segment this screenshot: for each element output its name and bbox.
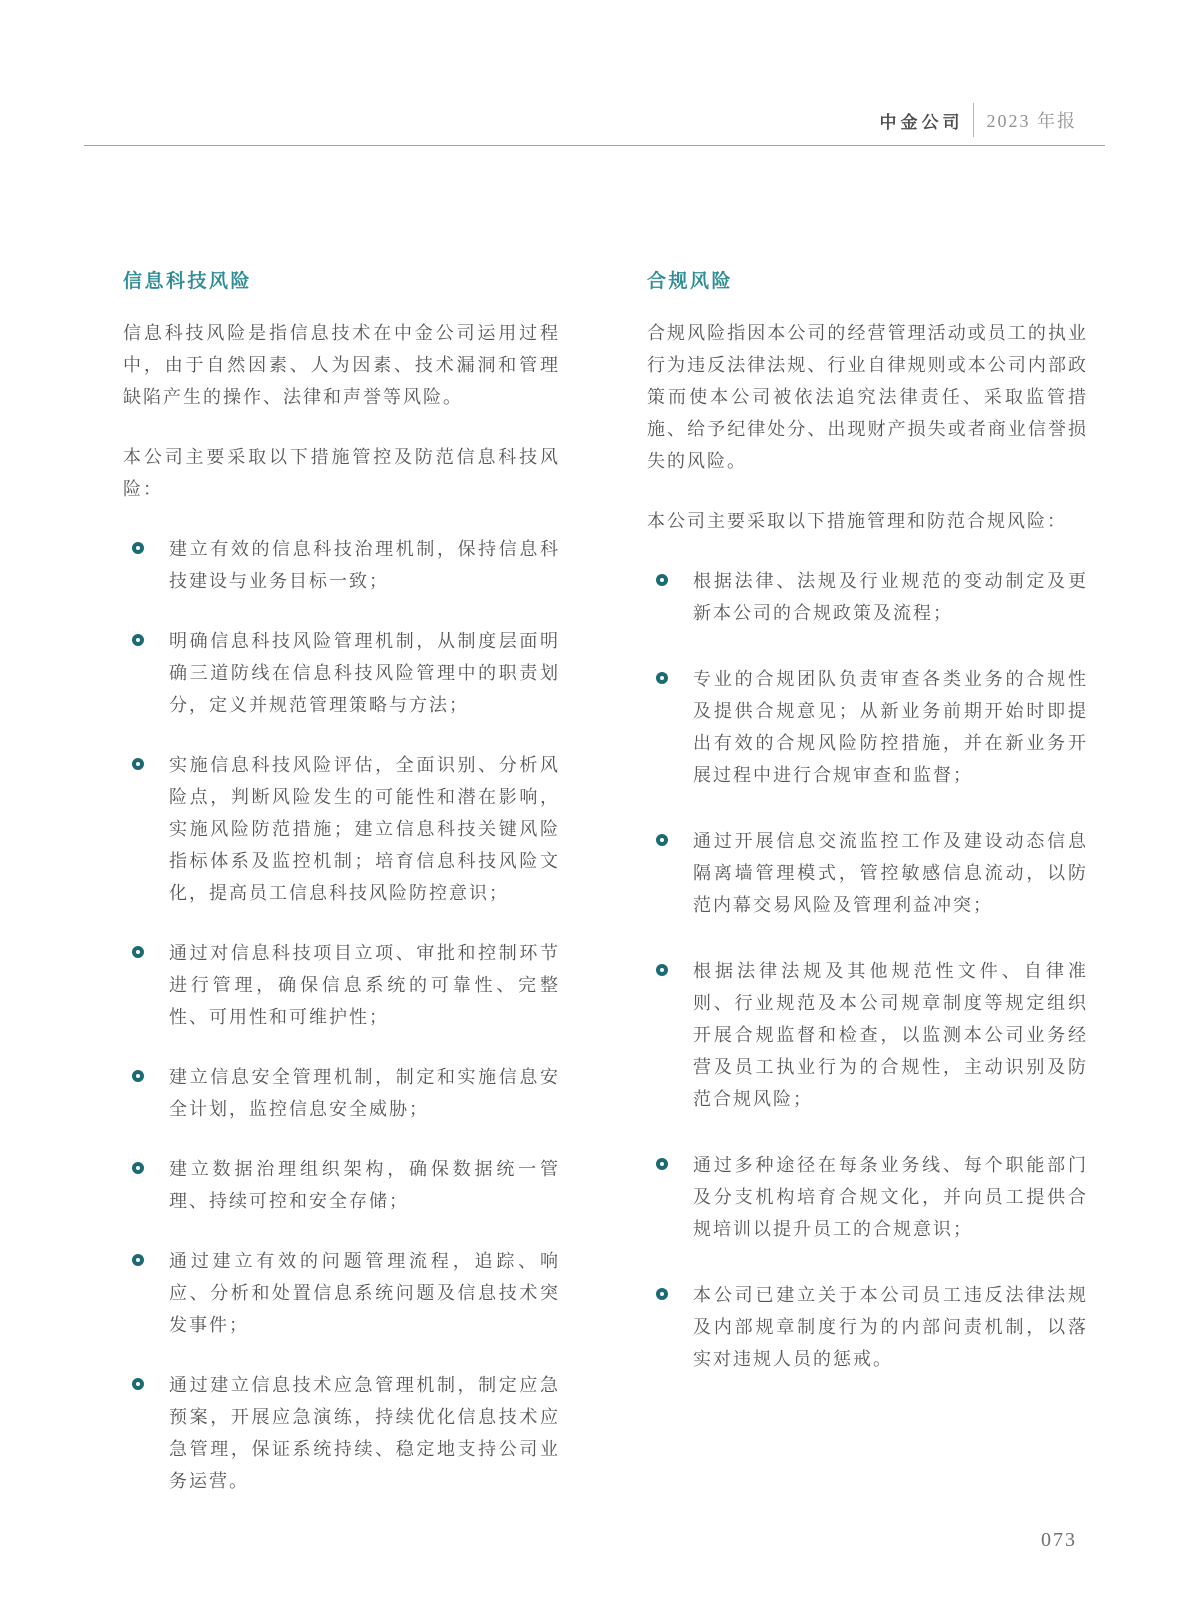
- bullet-ring-icon: [132, 634, 144, 646]
- report-header: [880, 101, 1078, 139]
- list-item-text: 根据法律、法规及行业规范的变动制定及更新本公司的合规政策及流程；: [693, 571, 1088, 623]
- bullet-ring-icon: [656, 574, 668, 586]
- bullet-ring-icon: [132, 1378, 144, 1390]
- list-item-text: 通过开展信息交流监控工作及建设动态信息隔离墙管理模式，管控敏感信息流动，以防范内幕交易风险及管理利益冲突；: [693, 831, 1088, 915]
- list-item-text: 本公司已建立关于本公司员工违反法律法规及内部规章制度行为的内部问责机制，以落实对违规人员的惩戒。: [693, 1285, 1088, 1369]
- report-year: 2023 年报: [986, 111, 1077, 131]
- list-item: [647, 565, 1088, 629]
- compliance-risk-bullet-list: [647, 565, 1088, 1375]
- paragraph: 信息科技风险是指信息技术在中金公司运用过程中，由于自然因素、人为因素、技术漏洞和管理缺陷产生的操作、法律和声誉等风险。: [123, 323, 560, 407]
- bullet-ring-icon: [656, 1288, 668, 1300]
- bullet-ring-icon: [132, 758, 144, 770]
- bullet-ring-icon: [132, 1070, 144, 1082]
- bullet-ring-icon: [656, 834, 668, 846]
- bullet-ring-icon: [656, 672, 668, 684]
- list-item: [123, 1369, 560, 1497]
- bullet-ring-icon: [132, 1162, 144, 1174]
- list-item: [123, 749, 560, 909]
- list-item: [647, 1279, 1088, 1375]
- list-item-text: 通过建立有效的问题管理流程，追踪、响应、分析和处置信息系统问题及信息技术突发事件；: [169, 1251, 560, 1335]
- list-item-text: 建立数据治理组织架构，确保数据统一管理、持续可控和安全存储；: [169, 1159, 560, 1211]
- bullet-ring-icon: [656, 964, 668, 976]
- paragraph: 本公司主要采取以下措施管控及防范信息科技风险：: [123, 447, 560, 499]
- section-it-risk: [123, 266, 560, 1525]
- page-content: [123, 266, 1088, 1525]
- list-item: [647, 825, 1088, 921]
- paragraph: 本公司主要采取以下措施管理和防范合规风险：: [647, 511, 1067, 531]
- list-item-text: 建立信息安全管理机制，制定和实施信息安全计划，监控信息安全威胁；: [169, 1067, 560, 1119]
- list-item-text: 根据法律法规及其他规范性文件、自律准则、行业规范及本公司规章制度等规定组织开展合规监督和检查，以监测本公司业务经营及员工执业行为的合规性，主动识别及防范合规风险；: [693, 961, 1088, 1109]
- page-number: 073: [1041, 1529, 1077, 1551]
- header-divider: [973, 103, 974, 137]
- list-item-text: 通过多种途径在每条业务线、每个职能部门及分支机构培育合规文化，并向员工提供合规培训以提升员工的合规意识；: [693, 1155, 1088, 1239]
- paragraph: 合规风险指因本公司的经营管理活动或员工的执业行为违反法律法规、行业自律规则或本公司内部政策而使本公司被依法追究法律责任、采取监管措施、给予纪律处分、出现财产损失或者商业信誉损失的风险。: [647, 323, 1088, 471]
- section-compliance-risk: [647, 266, 1088, 1525]
- company-name: 中金公司: [879, 112, 964, 132]
- list-item: [123, 1245, 560, 1341]
- list-item: [123, 1061, 560, 1125]
- list-item-text: 实施信息科技风险评估，全面识别、分析风险点，判断风险发生的可能性和潜在影响，实施风险防范措施；建立信息科技关键风险指标体系及监控机制；培育信息科技风险文化，提高员工信息科技风险防控意识；: [169, 755, 560, 903]
- it-risk-paragraphs: [123, 317, 560, 505]
- list-item-text: 通过对信息科技项目立项、审批和控制环节进行管理，确保信息系统的可靠性、完整性、可用性和可维护性；: [169, 943, 560, 1027]
- list-item: [123, 937, 560, 1033]
- bullet-ring-icon: [656, 1158, 668, 1170]
- list-item: [123, 625, 560, 721]
- bullet-ring-icon: [132, 1254, 144, 1266]
- compliance-risk-paragraphs: [647, 317, 1088, 537]
- list-item: [647, 1149, 1088, 1245]
- list-item: [123, 1153, 560, 1217]
- header-rule: [84, 145, 1105, 146]
- list-item-text: 专业的合规团队负责审查各类业务的合规性及提供合规意见；从新业务前期开始时即提出有效的合规风险防控措施，并在新业务开展过程中进行合规审查和监督；: [693, 669, 1088, 785]
- list-item-text: 通过建立信息技术应急管理机制，制定应急预案，开展应急演练，持续优化信息技术应急管理，保证系统持续、稳定地支持公司业务运营。: [169, 1375, 560, 1491]
- list-item-text: 明确信息科技风险管理机制，从制度层面明确三道防线在信息科技风险管理中的职责划分，定义并规范管理策略与方法；: [169, 631, 560, 715]
- section-title-compliance-risk: 合规风险: [647, 271, 734, 292]
- section-title-it-risk: 信息科技风险: [123, 271, 253, 292]
- list-item: [647, 955, 1088, 1115]
- bullet-ring-icon: [132, 542, 144, 554]
- bullet-ring-icon: [132, 946, 144, 958]
- list-item-text: 建立有效的信息科技治理机制，保持信息科技建设与业务目标一致；: [169, 539, 560, 591]
- it-risk-bullet-list: [123, 533, 560, 1497]
- list-item: [123, 533, 560, 597]
- list-item: [647, 663, 1088, 791]
